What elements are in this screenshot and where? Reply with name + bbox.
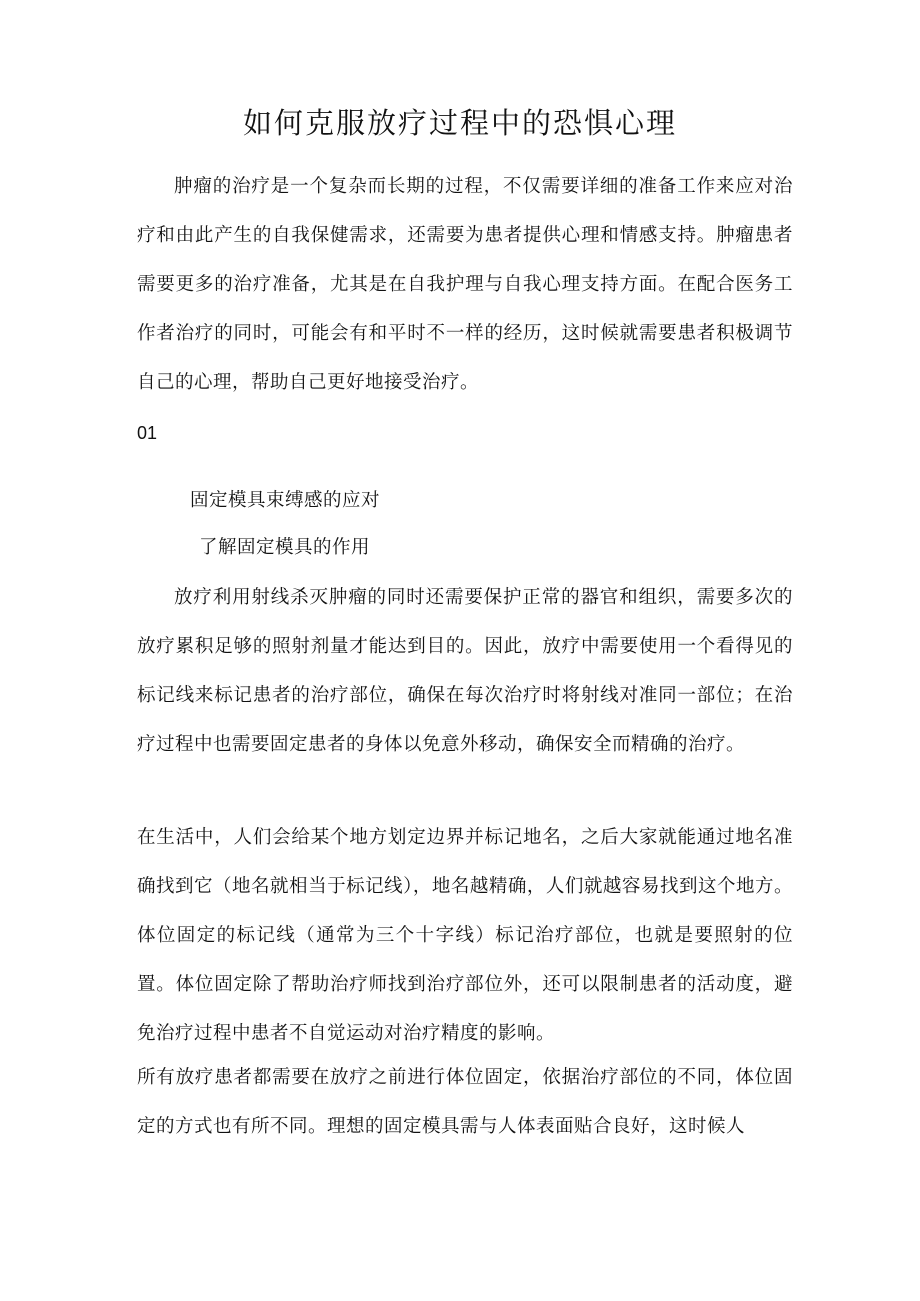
body-paragraph-2: 在生活中，人们会给某个地方划定边界并标记地名，之后大家就能通过地名准确找到它（地名就相当于标记线），地名越精确，人们就越容易找到这个地方。体位固定的标记线（通常为三个十字线）标记治疗部位，也就是要照射的位置。体位固定除了帮助治疗师找到治疗部位外，还可以限制患者的活动度，避免治疗过程中患者不自觉运动对治疗精度的影响。 xyxy=(137,827,793,1044)
body-paragraph-3: 所有放疗患者都需要在放疗之前进行体位固定，依据治疗部位的不同，体位固定的方式也有所不同。理想的固定模具需与人体表面贴合良好，这时候人 xyxy=(137,1067,793,1137)
document-title: 如何克服放疗过程中的恐惧心理 xyxy=(242,106,677,140)
section-title: 固定模具束缚感的应对 xyxy=(190,490,381,511)
intro-paragraph: 肿瘤的治疗是一个复杂而长期的过程，不仅需要详细的准备工作来应对治疗和由此产生的自我保健需求，还需要为患者提供心理和情感支持。肿瘤患者需要更多的治疗准备，尤其是在自我护理与自我心理支持方面。在配合医务工作者治疗的同时，可能会有和平时不一样的经历，这时候就需要患者积极调节自己的心理，帮助自己更好地接受治疗。 xyxy=(137,176,793,393)
section-number: 01 xyxy=(137,423,158,443)
subsection-title: 了解固定模具的作用 xyxy=(199,537,371,558)
body-paragraph-1: 放疗利用射线杀灭肿瘤的同时还需要保护正常的器官和组织，需要多次的放疗累积足够的照射剂量才能达到目的。因此，放疗中需要使用一个看得见的标记线来标记患者的治疗部位，确保在每次治疗时将射线对准同一部位；在治疗过程中也需要固定患者的身体以免意外移动，确保安全而精确的治疗。 xyxy=(137,587,793,755)
